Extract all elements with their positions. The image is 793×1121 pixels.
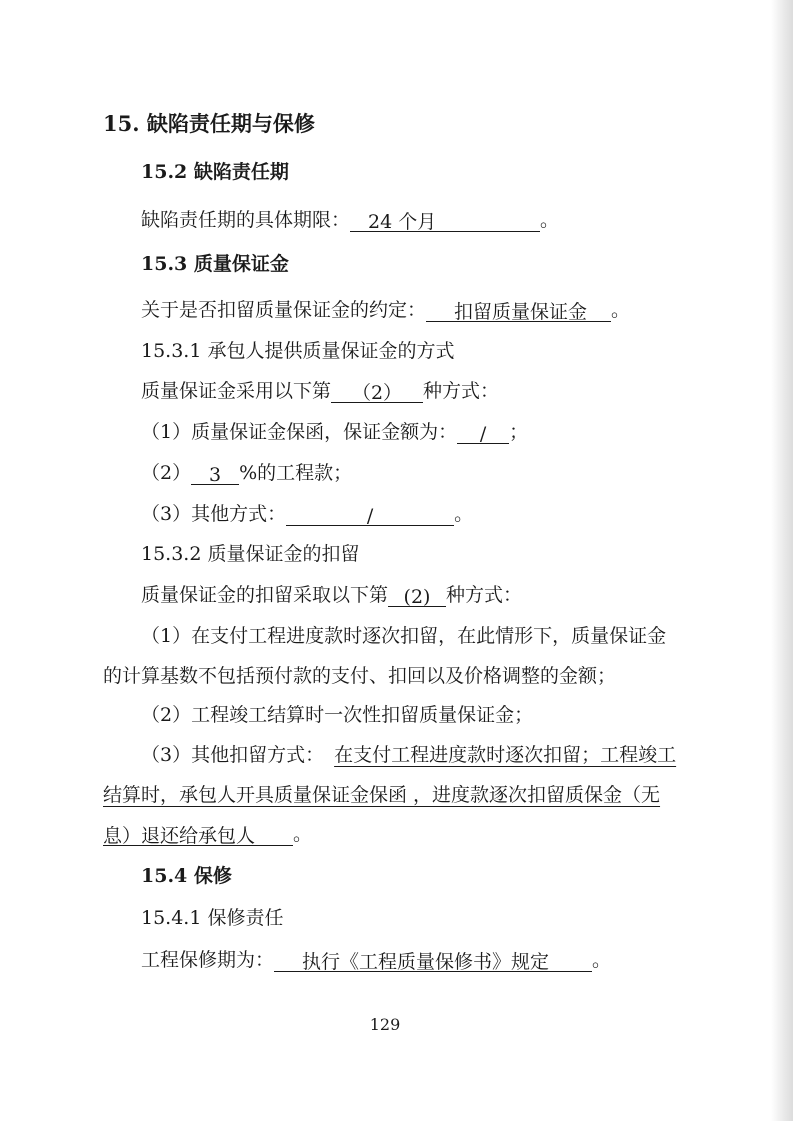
guarantee-option-3-end: 。 [454, 503, 474, 525]
retention-option-3-end: 。 [293, 823, 313, 845]
retention-method-suffix: 种方式： [446, 584, 523, 606]
defect-period-end: 。 [540, 209, 560, 231]
page-number: 129 [369, 1015, 401, 1034]
guarantee-option-2-suffix: %的工程款； [239, 462, 353, 484]
retention-method-value: (2) [388, 585, 446, 607]
retention-option-3-line-2: 结算时，承包人开具质量保证金保函 ，进度款逐次扣留质保金（无 [103, 784, 661, 806]
guarantee-percent-value: 3 [191, 463, 239, 485]
subsection-title-15-4: 15.4 保修 [141, 865, 232, 887]
subsection-title-15-2: 15.2 缺陷责任期 [141, 161, 289, 183]
warranty-period-line [141, 948, 611, 972]
retention-option-1-line-2: 的计算基数不包括预付款的支付、扣回以及价格调整的金额； [103, 665, 617, 687]
subsection-title-15-3-1: 15.3.1 承包人提供质量保证金的方式 [141, 340, 455, 362]
guarantee-option-3-label: （3）其他方式： [141, 503, 287, 525]
guarantee-option-1-end: ； [509, 421, 529, 443]
defect-period-value: 24 个月 [350, 210, 540, 232]
warranty-period-value: 执行《工程质量保修书》规定 [274, 950, 592, 972]
defect-period-label: 缺陷责任期的具体期限： [141, 209, 351, 231]
section-heading-15: 15. 缺陷责任期与保修 [103, 111, 315, 136]
subsection-title-15-4-1: 15.4.1 保修责任 [141, 907, 284, 929]
guarantee-option-1 [141, 420, 528, 444]
retention-agreement-end: 。 [611, 299, 631, 321]
guarantee-option-2 [141, 461, 352, 485]
retention-option-3-value-1: 在支付工程进度款时逐次扣留；工程竣工 [334, 744, 677, 766]
retention-agreement-label: 关于是否扣留质量保证金的约定： [141, 299, 427, 321]
retention-agreement-line [141, 298, 630, 322]
retention-option-1-line-1: （1）在支付工程进度款时逐次扣留，在此情形下，质量保证金 [141, 625, 667, 647]
retention-option-3-line-1 [141, 743, 676, 767]
scan-page-edge [771, 0, 793, 1121]
retention-option-3-value-3: 息）退还给承包人 [103, 824, 293, 846]
guarantee-amount-value: / [457, 422, 509, 444]
guarantee-method-value: （2） [331, 381, 423, 403]
retention-agreement-value: 扣留质量保证金 [426, 300, 611, 322]
retention-option-3-label: （3）其他扣留方式： [141, 744, 325, 766]
guarantee-option-2-prefix: （2） [141, 462, 192, 484]
subsection-title-15-3-2: 15.3.2 质量保证金的扣留 [141, 543, 360, 565]
defect-period-line [141, 208, 559, 232]
guarantee-other-value: / [286, 504, 454, 526]
warranty-period-end: 。 [592, 949, 612, 971]
retention-method-prefix: 质量保证金的扣留采取以下第 [141, 584, 389, 606]
retention-option-3-line-3 [103, 822, 312, 846]
guarantee-method-suffix: 种方式： [423, 380, 500, 402]
guarantee-option-3 [141, 502, 473, 526]
retention-method-line [141, 583, 522, 607]
guarantee-method-prefix: 质量保证金采用以下第 [141, 380, 332, 402]
warranty-period-label: 工程保修期为： [141, 949, 275, 971]
retention-option-2: （2）工程竣工结算时一次性扣留质量保证金； [141, 704, 534, 726]
guarantee-method-line [141, 379, 499, 403]
subsection-title-15-3: 15.3 质量保证金 [141, 253, 289, 275]
guarantee-option-1-label: （1）质量保证金保函，保证金额为： [141, 421, 458, 443]
